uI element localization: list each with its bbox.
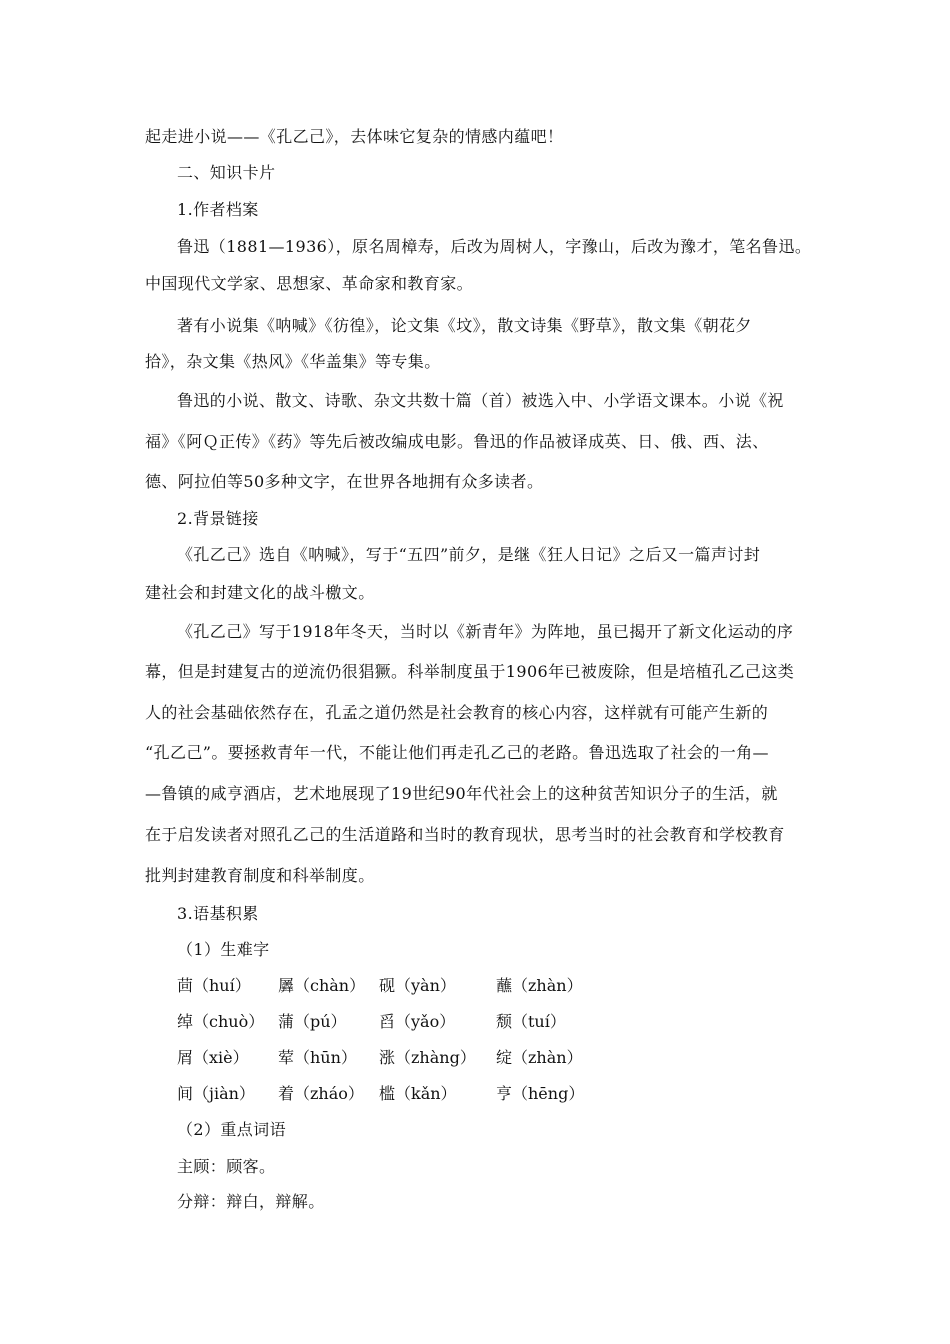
language-heading: 3.语基积累 (177, 904, 259, 923)
paragraph-line: “孔乙己”。要拯救青年一代，不能让他们再走孔乙己的老路。鲁迅选取了社会的一角— (145, 743, 769, 762)
paragraph-line: 鲁迅的小说、散文、诗歌、杂文共数十篇（首）被选入中、小学语文课本。小说《祝 (177, 391, 784, 410)
subheading-rare-characters: （1）生难字 (177, 940, 270, 959)
paragraph-line: 人的社会基础依然存在，孔孟之道仍然是社会教育的核心内容，这样就有可能产生新的 (145, 703, 769, 722)
paragraph-line: 在于启发读者对照孔乙己的生活道路和当时的教育现状，思考当时的社会教育和学校教育 (145, 825, 785, 844)
paragraph-line: 鲁迅（1881—1936），原名周樟寿，后改为周树人，字豫山，后改为豫才，笔名鲁迅。 (177, 237, 812, 256)
vocab-item: 荤（hūn） (278, 1048, 357, 1067)
vocab-item: 亨（hēng） (496, 1084, 585, 1103)
vocab-item: 砚（yàn） (379, 976, 456, 995)
subheading-key-words: （2）重点词语 (177, 1120, 286, 1139)
vocab-item: 颓（tuí） (496, 1012, 566, 1031)
vocab-item: 槛（kǎn） (379, 1084, 457, 1103)
vocab-item: 屑（xiè） (177, 1048, 249, 1067)
author-heading: 1.作者档案 (177, 200, 259, 219)
paragraph-line: 福》《阿Ｑ正传》《药》等先后被改编成电影。鲁迅的作品被译成英、日、俄、西、法、 (145, 432, 769, 451)
intro-text-line: 起走进小说——《孔乙己》，去体味它复杂的情感内蕴吧！ (145, 127, 564, 146)
vocab-item: 舀（yǎo） (379, 1012, 456, 1031)
term-definition: 主顾：顾客。 (177, 1157, 276, 1176)
paragraph-line: 幕，但是封建复古的逆流仍很猖獗。科举制度虽于1906年已被废除，但是培植孔乙己这类 (145, 662, 795, 681)
vocab-item: 着（zháo） (278, 1084, 364, 1103)
paragraph-line: 批判封建教育制度和科举制度。 (145, 866, 375, 885)
vocab-item: 绽（zhàn） (496, 1048, 583, 1067)
vocab-item: 蘸（zhàn） (496, 976, 583, 995)
vocab-item: 茴（huí） (177, 976, 251, 995)
vocab-item: 绰（chuò） (177, 1012, 265, 1031)
paragraph-line: 拾》，杂文集《热风》《华盖集》等专集。 (145, 352, 441, 371)
paragraph-line: 德、阿拉伯等50多种文字，在世界各地拥有众多读者。 (145, 472, 544, 491)
paragraph-line: 《孔乙己》选自《呐喊》，写于“五四”前夕，是继《狂人日记》之后又一篇声讨封 (177, 545, 761, 564)
paragraph-line: 中国现代文学家、思想家、革命家和教育家。 (145, 274, 474, 293)
paragraph-line: 《孔乙己》写于1918年冬天，当时以《新青年》为阵地，虽已揭开了新文化运动的序 (177, 622, 794, 641)
term-definition: 分辩：辩白，辩解。 (177, 1192, 325, 1211)
vocab-item: 羼（chàn） (278, 976, 366, 995)
vocab-item: 涨（zhàng） (379, 1048, 476, 1067)
paragraph-line: 建社会和封建文化的战斗檄文。 (145, 583, 375, 602)
section-heading: 二、知识卡片 (177, 163, 276, 182)
vocab-item: 间（jiàn） (177, 1084, 255, 1103)
background-heading: 2.背景链接 (177, 509, 259, 528)
paragraph-line: —鲁镇的咸亨酒店，艺术地展现了19世纪90年代社会上的这种贫苦知识分子的生活，就 (145, 784, 778, 803)
paragraph-line: 著有小说集《呐喊》《彷徨》，论文集《坟》，散文诗集《野草》，散文集《朝花夕 (177, 316, 752, 335)
vocab-item: 蒲（pú） (278, 1012, 347, 1031)
